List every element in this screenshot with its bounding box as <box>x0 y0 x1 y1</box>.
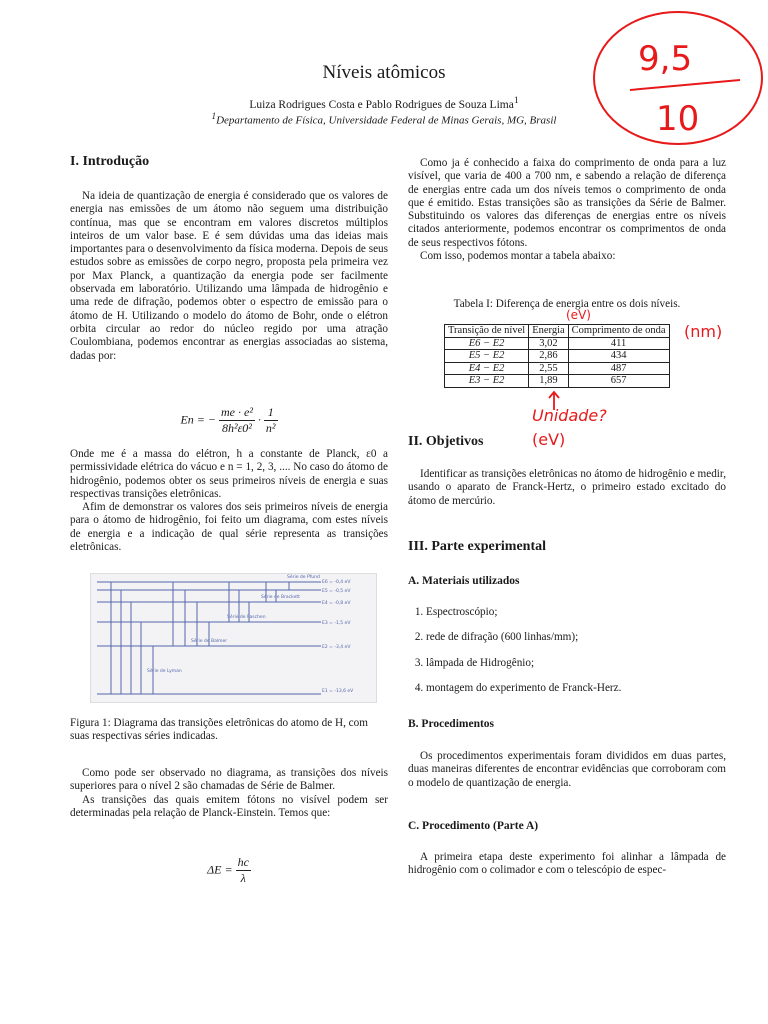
table-caption: Tabela I: Diferença de energia entre os dois níveis. <box>453 298 681 310</box>
level-label-6: E6 = -0,4 eV <box>322 580 351 585</box>
intro-paragraph-3: Afim de demonstrar os valores dos seis primeiros níveis de energia para o átomo de hidrogênio, foi feito um diagrama, com estes níveis de energia e a indicação de qual série representa as transições eletrônicas. <box>70 501 388 554</box>
list-item: 2. rede de difração (600 linhas/mm); <box>426 631 726 644</box>
objectives-text: Identificar as transições eletrônicas no átomo de hidrogênio e medir, usando o aparato de Franck-Hertz, o primeiro estado excitado do átomo de mercúrio. <box>408 468 726 507</box>
ink-ev-bottom: (eV) <box>532 430 566 449</box>
objectives-heading: II. Objetivos <box>408 434 484 449</box>
series-label-paschen: Série de Paschen <box>227 615 266 620</box>
right-paragraph-2: Com isso, podemos montar a tabela abaixo: <box>420 250 616 263</box>
intro-p4-block <box>70 767 388 820</box>
intro-paragraph-2: Onde me é a massa do elétron, h a constante de Planck, ε0 a permissividade elétrica do vácuo e n = 1, 2, 3, .... No caso do átomo de hidrogênio, podemos obter os seus primeiros níveis de energia e suas respectivas transições eletrônicas. <box>70 448 388 500</box>
grade-fraction-bar <box>630 80 740 90</box>
energy-level-diagram <box>91 574 376 702</box>
eq1-lhs: En = − <box>180 412 216 427</box>
ink-nm: (nm) <box>684 322 723 341</box>
intro-p2-block <box>70 448 388 554</box>
series-label-brackett: Série de Brackett <box>261 595 300 600</box>
author-sup: 1 <box>513 95 519 106</box>
procedure-a-heading: C. Procedimento (Parte A) <box>408 820 539 832</box>
objectives-section <box>408 435 726 448</box>
table-row <box>445 350 670 363</box>
figure-photo <box>90 573 377 703</box>
intro-paragraph-1: Na ideia de quantização de energia é considerado que os valores de energia nas emissões de um átomo não seguem uma distribuição contínua, mas que se encontram em valores discretos múltiplos inteiros de um valor base. E é sem dúvidas uma das ideias mais importantes para o desenvolvimento da física moderna. Depois de seus estudos sobre as emissões de corpo negro, proposta pela primeira vez por Max Planck, a quantização da energia pode ser facilmente observada em laboratório. Utilizando uma lâmpada de hidrogênio e uma rede de difração, podemos obter o espectro de emissão para o átomo de H. Utilizando o modelo do átomo de Bohr, onde o elétron orbita circular ao redor do núcleo regido por uma atração Coulombiana, podemos encontrar as energias associadas ao sistema, dadas por: <box>70 190 388 362</box>
procedures-block <box>408 750 726 790</box>
table-header: Comprimento de onda <box>568 325 669 338</box>
eq1-den2: n² <box>265 421 276 435</box>
affiliation: Departamento de Física, Universidade Federal de Minas Gerais, MG, Brasil <box>216 114 557 127</box>
table-row <box>445 337 670 350</box>
table-cell: 1,89 <box>529 375 568 388</box>
table-cell: 3,02 <box>529 337 568 350</box>
list-item: 4. montagem do experimento de Franck-Herz. <box>426 682 726 695</box>
series-label-lyman: Série de Lyman <box>147 669 182 674</box>
level-label-2: E2 = -3,4 eV <box>322 645 351 650</box>
right-intro-block <box>408 157 726 263</box>
series-label-balmer: Série de Balmer <box>191 639 228 644</box>
energy-table <box>444 324 670 388</box>
planck-einstein-equation <box>70 855 388 886</box>
series-label-pfund: Série de Pfund <box>287 575 320 580</box>
table-cell: E4 − E2 <box>445 362 529 375</box>
right-paragraph-1: Como ja é conhecido a faixa do comprimento de onda para a luz visível, que varia de 400 a 700 nm, e sabendo a relação de diferença de energias entre cada um dos níveis temos o comprimento de onda que é emitido. Estas transições são as transições da Série de Balmer. Substituindo os valores das diferenças de energias entre os níveis citados anteriormente, podemos encontrar os comprimentos de onda de seus respectivos fótons. <box>408 157 726 249</box>
procedures-heading: B. Procedimentos <box>408 718 495 730</box>
list-item: 3. lâmpada de Hidrogênio; <box>426 657 726 670</box>
intro-paragraph-5: As transições das quais emitem fótons no visível podem ser determinadas pela relação de Planck-Einstein. Temos que: <box>70 793 388 819</box>
table-cell: E6 − E2 <box>445 337 529 350</box>
authors: Luiza Rodrigues Costa e Pablo Rodrigues de Souza Lima <box>249 98 514 111</box>
procedure-a-text: A primeira etapa deste experimento foi alinhar a lâmpada de hidrogênio com o colimador e com o telescópio de espec- <box>408 851 726 877</box>
table-cell: E5 − E2 <box>445 350 529 363</box>
eq1-frac1 <box>219 405 255 436</box>
table-row <box>445 375 670 388</box>
procedures-text: Os procedimentos experimentais foram divididos em duas partes, duas maneiras diferentes de encontrar evidências que corroboram com o modelo de quantização de energia. <box>408 750 726 789</box>
eq1-dot: · <box>257 412 261 427</box>
eq1-num: me · e² <box>221 405 253 419</box>
table-row <box>445 362 670 375</box>
eq2-frac <box>236 855 251 886</box>
eq2-lhs: ΔE = <box>207 862 233 877</box>
energy-equation <box>70 405 388 436</box>
table-cell: 2,55 <box>529 362 568 375</box>
table-header: Energia <box>529 325 568 338</box>
intro-p1-block <box>70 190 388 363</box>
ink-unidade: Unidade? <box>532 406 607 425</box>
objectives-block <box>408 468 726 508</box>
grade-annotation <box>590 4 768 154</box>
table-cell: 487 <box>568 362 669 375</box>
figure-caption: Figura 1: Diagrama das transições eletrônicas do atomo de H, com suas respectivas séries indicadas. <box>70 717 368 743</box>
table-cell: E3 − E2 <box>445 375 529 388</box>
table-header: Transição de nível <box>445 325 529 338</box>
level-label-4: E4 = -0,8 eV <box>322 601 351 606</box>
procedure-a-heading-block <box>408 820 726 833</box>
grade-numerator: 9,5 <box>638 39 693 79</box>
table-cell: 411 <box>568 337 669 350</box>
procedure-a-block <box>408 851 726 878</box>
list-item: 1. Espectroscópio; <box>426 606 726 619</box>
eq1-num2: 1 <box>264 405 278 421</box>
grade-denominator: 10 <box>656 99 700 139</box>
materials-list <box>408 606 726 695</box>
eq2-num: hc <box>237 855 249 869</box>
procedures-heading-block <box>408 718 726 731</box>
eq1-frac2 <box>264 405 278 436</box>
table-header-row <box>445 325 670 338</box>
paper-title: Níveis atômicos <box>322 62 446 83</box>
materials-block <box>408 606 726 707</box>
materials-heading-block <box>408 575 726 588</box>
eq2-den: λ <box>240 871 246 885</box>
affil-sup: 1 <box>211 111 217 121</box>
intro-heading: I. Introdução <box>70 154 150 169</box>
level-label-1: E1 = -13,6 eV <box>322 689 354 694</box>
experimental-section <box>408 540 726 553</box>
experimental-heading: III. Parte experimental <box>408 539 547 554</box>
eq1-den: 8h²ε0² <box>221 421 252 435</box>
table-cell: 434 <box>568 350 669 363</box>
level-label-3: E3 = -1,5 eV <box>322 621 351 626</box>
table-cell: 657 <box>568 375 669 388</box>
materials-heading: A. Materiais utilizados <box>408 575 520 587</box>
ink-ev-top: (eV) <box>566 308 591 322</box>
intro-section <box>70 155 388 168</box>
level-label-5: E5 = -0,5 eV <box>322 589 351 594</box>
intro-paragraph-4: Como pode ser observado no diagrama, as transições dos níveis superiores para o nível 2 são chamadas de Série de Balmer. <box>70 767 388 793</box>
table-cell: 2,86 <box>529 350 568 363</box>
